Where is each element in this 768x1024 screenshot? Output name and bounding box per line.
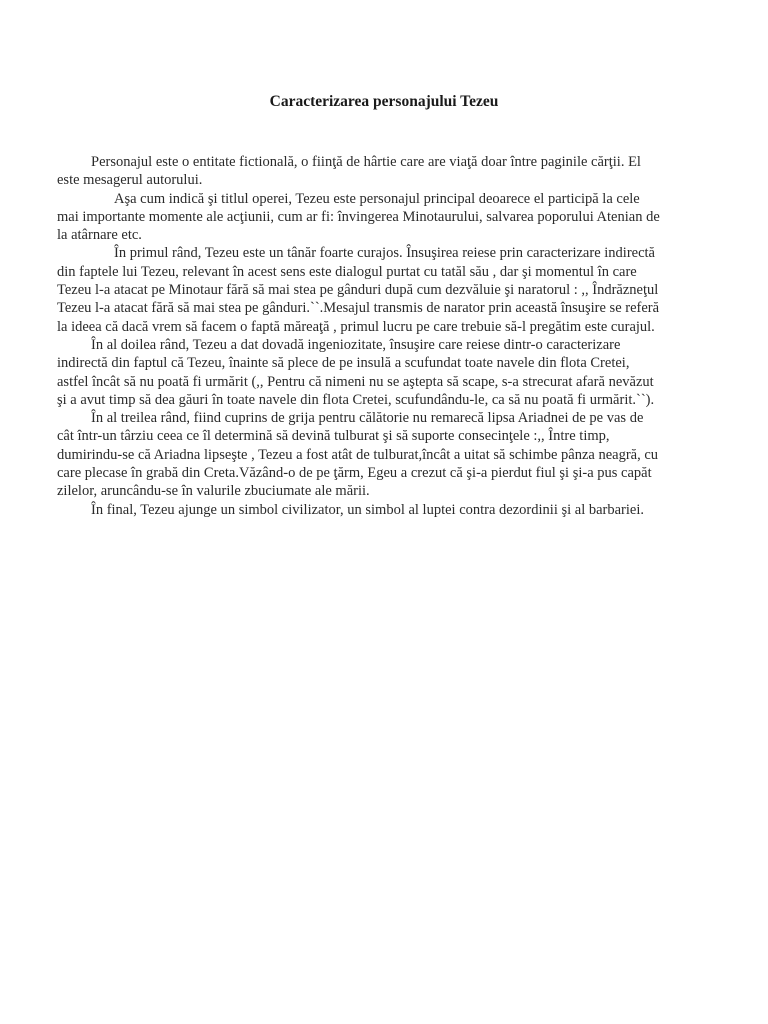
paragraph-courage: În primul rând, Tezeu este un tânăr foarte curajos. Însuşirea reiese prin caracterizare indirectă din faptele lui Tezeu, relevant în acest sens este dialogul purtat cu tatăl său , dar şi momentul în care Tezeu l-a atacat pe Minotaur fără să mai stea pe gânduri după cum dezvăluie şi naratorul : ,, Îndrăzneţul Tezeu l-a atacat fără să mai stea pe gânduri.``.Mesajul transmis de narator prin această însuşire se referă la ideea că dacă vrem să facem o faptă măreaţă , primul lucru pe care trebuie să-l pregătim este curajul. bbox=[57, 245, 660, 335]
document-title: Caracterizarea personajului Tezeu bbox=[269, 93, 499, 110]
paragraph-forgetfulness: În al treilea rând, fiind cuprins de grija pentru călătorie nu remarecă lipsa Ariadnei de pe vas de cât într-un târziu ceea ce îl determină să devină tulburat şi să suporte consecinţele :,, Între timp, dumirindu-se că Ariadna lipseşte , Tezeu a fost atât de tulburat,încât a uitat să schimbe pânza neagră, cu care plecase în grabă din Creta.Văzând-o de pe ţărm, Egeu a crezut că şi-a pierdut fiul şi şi-a pus capăt zilelor, aruncându-se în valurile zbuciumate ale mării. bbox=[57, 410, 659, 500]
paragraph-conclusion: În final, Tezeu ajunge un simbol civilizator, un simbol al luptei contra dezordinii şi al barbariei. bbox=[91, 501, 645, 518]
paragraph-main-character: Aşa cum indică şi titlul operei, Tezeu este personajul principal deoarece el participă la cele mai importante momente ale acţiunii, cum ar fi: învingerea Minotaurului, salvarea poporului Atenian de la atârnare etc. bbox=[57, 190, 660, 244]
document-body bbox=[57, 153, 663, 519]
paragraph-ingenuity: În al doilea rând, Tezeu a dat dovadă ingeniozitate, însuşire care reiese dintr-o caracterizare indirectă din faptul că Tezeu, înainte să plece de pe insulă a scufundat toate navele din flota Cretei, astfel încât să nu poată fi urmărit (,, Pentru că nimeni nu se aştepta să scape, s-a strecurat afară nevăzut şi a avut timp să dea găuri în toate navele din flota Cretei, scufundându-le, ca să nu poată fi urmărit.``). bbox=[57, 336, 655, 408]
paragraph-intro: Personajul este o entitate fictională, o fiinţă de hârtie care are viaţă doar între paginile cărţii. El este mesagerul autorului. bbox=[57, 154, 641, 189]
